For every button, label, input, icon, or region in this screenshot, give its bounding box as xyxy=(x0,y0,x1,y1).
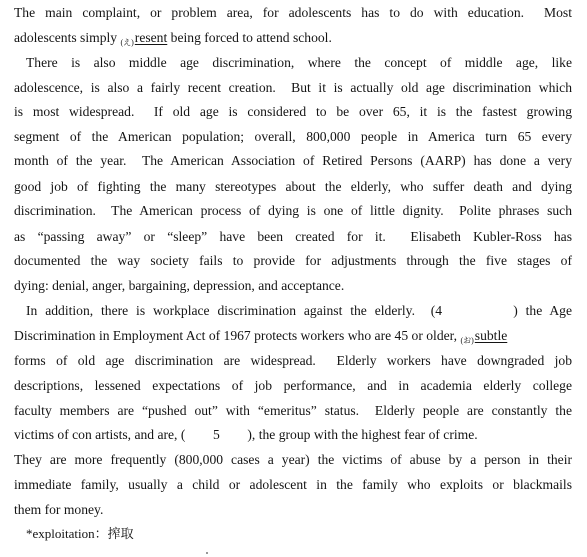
question-marker-o: (お) xyxy=(460,336,474,345)
line-text: Discrimination in Employment Act of 1967 protects workers who are 45 or older, xyxy=(14,328,461,343)
line-text: ) the Age xyxy=(513,303,573,318)
underlined-word-resent: resent xyxy=(134,30,168,45)
stray-mark xyxy=(206,552,208,554)
passage-line: descriptions, lessened expectations of job performance, and in academia elderly college xyxy=(14,378,572,393)
line-text: being forced to attend school. xyxy=(167,30,332,45)
passage-line: discrimination. The American process of dying is one of little dignity. Polite phrases such xyxy=(14,203,572,218)
question-marker-e: (え) xyxy=(120,38,134,47)
passage-line: documented the way society fails to provide for adjustments through the five stages of xyxy=(14,253,572,268)
blank-4: 4 xyxy=(435,303,443,318)
line-text: In addition, there is workplace discrimination against the elderly. ( xyxy=(26,303,436,318)
footnote: *exploitation：搾取 xyxy=(26,526,134,541)
line-text: victims of con artists, and are, ( xyxy=(14,427,186,442)
passage-line: dying: denial, anger, bargaining, depression, and acceptance. xyxy=(14,278,345,293)
passage-line: them for money. xyxy=(14,502,104,517)
passage-line: good job of fighting the many stereotypes about the elderly, who suffer death and dying xyxy=(14,179,572,194)
paragraph-start-line: There is also middle age discrimination, where the concept of middle age, like xyxy=(26,55,572,70)
passage-line: They are more frequently (800,000 cases a year) the victims of abuse by a person in their xyxy=(14,452,572,467)
passage-line: is most widespread. If old age is considered to be over 65, it is the fastest growing xyxy=(14,104,572,119)
passage-line: faculty members are “pushed out” with “emeritus” status. Elderly people are constantly the xyxy=(14,403,572,418)
passage-line: The main complaint, or problem area, for adolescents has to do with education. Most xyxy=(14,5,572,20)
passage-line: as “passing away” or “sleep” have been created for it. Elisabeth Kubler-Ross has xyxy=(14,229,572,244)
passage-line: forms of old age discrimination are widespread. Elderly workers have downgraded job xyxy=(14,353,572,368)
passage-line xyxy=(14,424,478,446)
paragraph-start-line xyxy=(26,300,572,322)
passage-line xyxy=(14,325,507,347)
blank-5: 5 xyxy=(212,427,220,442)
passage-line: immediate family, usually a child or adolescent in the family who exploits or blackmails xyxy=(14,477,572,492)
passage-line: segment of the American population; overall, 800,000 people in America turn 65 every xyxy=(14,129,572,144)
passage-line: month of the year. The American Association of Retired Persons (AARP) has done a very xyxy=(14,153,572,168)
underlined-word-subtle: subtle xyxy=(474,328,508,343)
passage-line: adolescence, is also a fairly recent creation. But it is actually old age discrimination which xyxy=(14,80,572,95)
line-text: ), the group with the highest fear of crime. xyxy=(247,427,478,442)
passage-line xyxy=(14,27,332,49)
line-text: adolescents simply xyxy=(14,30,121,45)
